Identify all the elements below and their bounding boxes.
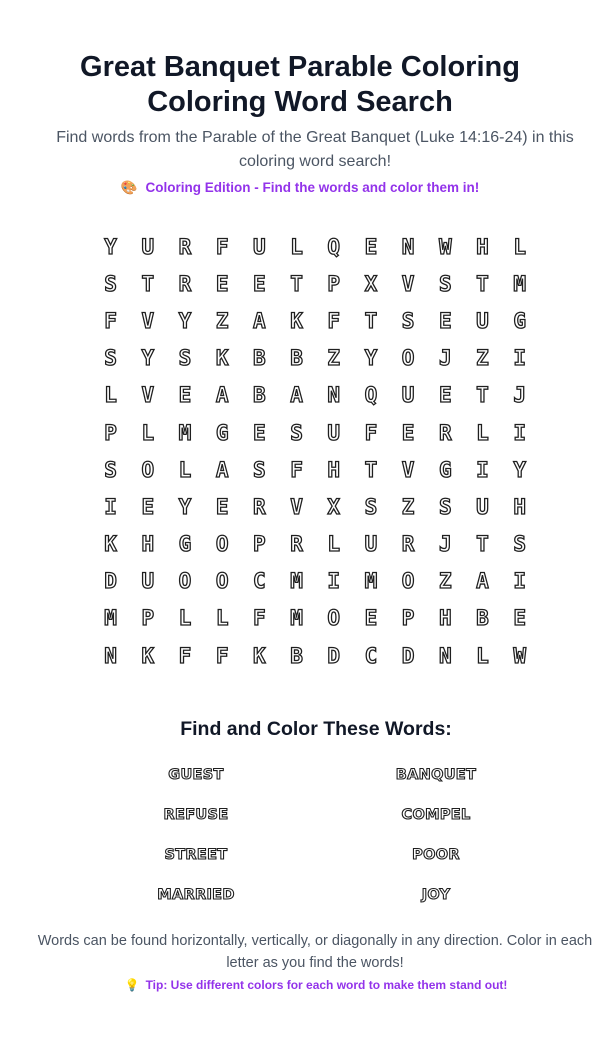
grid-letter[interactable]: L	[476, 643, 489, 668]
grid-letter[interactable]: W	[438, 234, 452, 259]
word-list-item: GUEST	[168, 767, 224, 783]
grid-letter[interactable]: F	[327, 308, 341, 333]
lightbulb-icon: 💡	[124, 978, 140, 992]
grid-letter[interactable]: S	[253, 457, 266, 482]
grid-letter[interactable]: T	[141, 271, 155, 296]
grid-letter[interactable]: Y	[178, 494, 192, 519]
grid-letter[interactable]: S	[104, 457, 117, 482]
grid-letter[interactable]: D	[401, 643, 415, 668]
grid-letter[interactable]: R	[253, 494, 266, 519]
grid-letter[interactable]: H	[327, 457, 341, 482]
grid-letter[interactable]: Q	[364, 383, 378, 408]
word-list-item: BANQUET	[395, 767, 477, 783]
grid-letter[interactable]: I	[476, 457, 489, 482]
grid-letter[interactable]: P	[253, 532, 266, 557]
grid-letter[interactable]: D	[104, 569, 117, 594]
grid-letter[interactable]: L	[178, 457, 192, 482]
grid-letter[interactable]: M	[104, 606, 117, 631]
grid-letter[interactable]: U	[253, 234, 266, 259]
grid-letter[interactable]: Z	[438, 569, 452, 594]
grid-letter[interactable]: E	[253, 271, 266, 296]
grid-letter[interactable]: L	[215, 606, 229, 631]
grid-letter[interactable]: O	[178, 569, 192, 594]
grid-letter[interactable]: J	[513, 383, 526, 408]
page-title-line-1: Great Banquet Parable Coloring	[80, 51, 520, 83]
grid-letter[interactable]: O	[401, 346, 415, 371]
grid-letter[interactable]: M	[364, 569, 378, 594]
grid-letter[interactable]: U	[401, 383, 415, 408]
page-subtitle: Find words from the Parable of the Great Banquet (Luke 14:16-24) in this coloring word search!	[56, 129, 574, 170]
grid-letter[interactable]: S	[364, 494, 378, 519]
grid-letter[interactable]: G	[215, 420, 229, 445]
tip-banner	[0, 978, 600, 992]
grid-letter[interactable]: E	[401, 420, 415, 445]
grid-letter[interactable]: X	[327, 494, 341, 519]
grid-letter[interactable]: F	[215, 643, 229, 668]
grid-letter[interactable]: R	[178, 271, 192, 296]
grid-letter[interactable]: L	[178, 606, 192, 631]
grid-letter[interactable]: E	[513, 606, 526, 631]
grid-letter[interactable]: U	[141, 569, 155, 594]
instructions-text: Words can be found horizontally, vertically, or diagonally in any direction. Color in each letter as you find the words!	[37, 933, 593, 971]
grid-letter[interactable]: A	[476, 569, 489, 594]
grid-letter[interactable]: W	[513, 643, 526, 668]
grid-letter[interactable]: G	[438, 457, 452, 482]
grid-letter[interactable]: S	[290, 420, 303, 445]
grid-letter[interactable]: U	[327, 420, 341, 445]
edition-text: Coloring Edition - Find the words and color them in!	[145, 180, 480, 195]
grid-letter[interactable]: O	[215, 532, 229, 557]
grid-letter[interactable]: M	[290, 569, 303, 594]
grid-letter[interactable]: U	[364, 532, 378, 557]
grid-letter[interactable]: M	[290, 606, 303, 631]
grid-letter[interactable]: I	[513, 569, 526, 594]
grid-letter[interactable]: A	[253, 308, 266, 333]
grid-letter[interactable]: S	[178, 346, 192, 371]
grid-letter[interactable]: Z	[327, 346, 341, 371]
page-title	[0, 50, 600, 120]
grid-letter[interactable]: K	[290, 308, 303, 333]
grid-letter[interactable]: N	[438, 643, 452, 668]
grid-letter[interactable]: S	[438, 271, 452, 296]
grid-letter[interactable]: V	[141, 308, 155, 333]
grid-letter[interactable]: Y	[104, 234, 117, 259]
grid-letter[interactable]: T	[476, 271, 489, 296]
word-list	[76, 762, 556, 922]
grid-letter[interactable]: U	[476, 308, 489, 333]
grid-letter[interactable]: L	[476, 420, 489, 445]
grid-letter[interactable]: G	[178, 532, 192, 557]
grid-letter[interactable]: E	[364, 606, 378, 631]
grid-letter[interactable]: S	[104, 346, 117, 371]
grid-letter[interactable]: A	[215, 457, 229, 482]
grid-letter[interactable]: B	[476, 606, 489, 631]
grid-letter[interactable]: V	[290, 494, 303, 519]
grid-letter[interactable]: S	[401, 308, 415, 333]
grid-letter[interactable]: L	[141, 420, 155, 445]
grid-letter[interactable]: B	[290, 346, 303, 371]
grid-letter[interactable]: P	[401, 606, 415, 631]
grid-letter[interactable]: E	[253, 420, 266, 445]
grid-letter[interactable]: Q	[327, 234, 341, 259]
grid-letter[interactable]: I	[513, 420, 526, 445]
grid-letter[interactable]: V	[141, 383, 155, 408]
grid-letter[interactable]: B	[253, 383, 266, 408]
grid-letter[interactable]: K	[253, 643, 266, 668]
word-list-item: REFUSE	[163, 807, 229, 823]
grid-letter[interactable]: T	[290, 271, 303, 296]
grid-letter[interactable]: T	[364, 457, 378, 482]
page-title-line-2: Coloring Word Search	[147, 86, 453, 118]
grid-letter[interactable]: E	[215, 494, 229, 519]
grid-letter[interactable]: R	[178, 234, 192, 259]
word-list-item: COMPEL	[401, 807, 471, 823]
grid-letter[interactable]: C	[364, 643, 378, 668]
grid-letter[interactable]: H	[513, 494, 526, 519]
grid-letter[interactable]: S	[513, 532, 526, 557]
grid-letter[interactable]: M	[513, 271, 526, 296]
grid-letter[interactable]: V	[401, 271, 415, 296]
grid-letter[interactable]: E	[178, 383, 192, 408]
grid-letter[interactable]: O	[141, 457, 155, 482]
grid-letter[interactable]: K	[215, 346, 229, 371]
grid-letter[interactable]: X	[364, 271, 378, 296]
grid-letter[interactable]: H	[476, 234, 489, 259]
grid-letter[interactable]: H	[141, 532, 155, 557]
grid-letter[interactable]: S	[104, 271, 117, 296]
grid-letter[interactable]: N	[104, 643, 117, 668]
grid-letter[interactable]: T	[364, 308, 378, 333]
tip-text: Tip: Use different colors for each word to make them stand out!	[145, 978, 508, 992]
word-list-item: STREET	[164, 847, 228, 863]
grid-letter[interactable]: Y	[364, 346, 378, 371]
grid-letter[interactable]: Z	[215, 308, 229, 333]
grid-letter[interactable]: I	[327, 569, 341, 594]
grid-letter[interactable]: T	[476, 383, 489, 408]
grid-letter[interactable]: F	[215, 234, 229, 259]
grid-letter[interactable]: R	[438, 420, 452, 445]
grid-letter[interactable]: F	[104, 308, 117, 333]
grid-letter[interactable]: F	[290, 457, 303, 482]
grid-letter[interactable]: F	[253, 606, 266, 631]
grid-letter[interactable]: E	[364, 234, 378, 259]
grid-letter[interactable]: N	[401, 234, 415, 259]
grid-letter[interactable]: L	[290, 234, 303, 259]
grid-letter[interactable]: F	[178, 643, 192, 668]
grid-letter[interactable]: F	[364, 420, 378, 445]
grid-letter[interactable]: D	[327, 643, 341, 668]
grid-letter[interactable]: J	[438, 532, 452, 557]
grid-letter[interactable]: P	[104, 420, 117, 445]
word-list-item: POOR	[412, 847, 460, 863]
grid-letter[interactable]: O	[215, 569, 229, 594]
grid-letter[interactable]: H	[438, 606, 452, 631]
grid-letter[interactable]: R	[401, 532, 415, 557]
edition-banner	[0, 180, 600, 196]
grid-letter[interactable]: B	[290, 643, 303, 668]
grid-letter[interactable]: S	[438, 494, 452, 519]
grid-letter[interactable]: K	[104, 532, 117, 557]
grid-letter[interactable]: O	[327, 606, 341, 631]
grid-letter[interactable]: B	[253, 346, 266, 371]
grid-letter[interactable]: Z	[401, 494, 415, 519]
grid-letter[interactable]: G	[513, 308, 526, 333]
grid-letter[interactable]: Z	[476, 346, 489, 371]
grid-letter[interactable]: E	[438, 308, 452, 333]
grid-letter[interactable]: E	[438, 383, 452, 408]
grid-letter[interactable]: P	[327, 271, 341, 296]
grid-letter[interactable]: Y	[141, 346, 155, 371]
grid-letter[interactable]: A	[290, 383, 303, 408]
grid-letter[interactable]: U	[141, 234, 155, 259]
grid-letter[interactable]: P	[141, 606, 155, 631]
grid-letter[interactable]: Y	[178, 308, 192, 333]
word-search-grid	[92, 228, 538, 674]
grid-letter[interactable]: K	[141, 643, 155, 668]
grid-letter[interactable]: C	[253, 569, 266, 594]
word-list-item: MARRIED	[157, 887, 235, 903]
grid-letter[interactable]: Y	[513, 457, 526, 482]
grid-letter[interactable]: E	[141, 494, 155, 519]
grid-letter[interactable]: O	[401, 569, 415, 594]
grid-letter[interactable]: J	[438, 346, 452, 371]
grid-letter[interactable]: V	[401, 457, 415, 482]
grid-letter[interactable]: T	[476, 532, 489, 557]
grid-letter[interactable]: M	[178, 420, 192, 445]
grid-letter[interactable]: I	[104, 494, 117, 519]
grid-letter[interactable]: L	[104, 383, 117, 408]
grid-letter[interactable]: I	[513, 346, 526, 371]
grid-letter[interactable]: E	[215, 271, 229, 296]
grid-letter[interactable]: L	[327, 532, 341, 557]
word-list-heading: Find and Color These Words:	[180, 718, 452, 740]
grid-letter[interactable]: R	[290, 532, 303, 557]
grid-letter[interactable]: L	[513, 234, 526, 259]
grid-letter[interactable]: N	[327, 383, 341, 408]
grid-letter[interactable]: A	[215, 383, 229, 408]
word-list-item: JOY	[421, 887, 451, 903]
palette-icon: 🎨	[120, 180, 138, 195]
grid-letter[interactable]: U	[476, 494, 489, 519]
